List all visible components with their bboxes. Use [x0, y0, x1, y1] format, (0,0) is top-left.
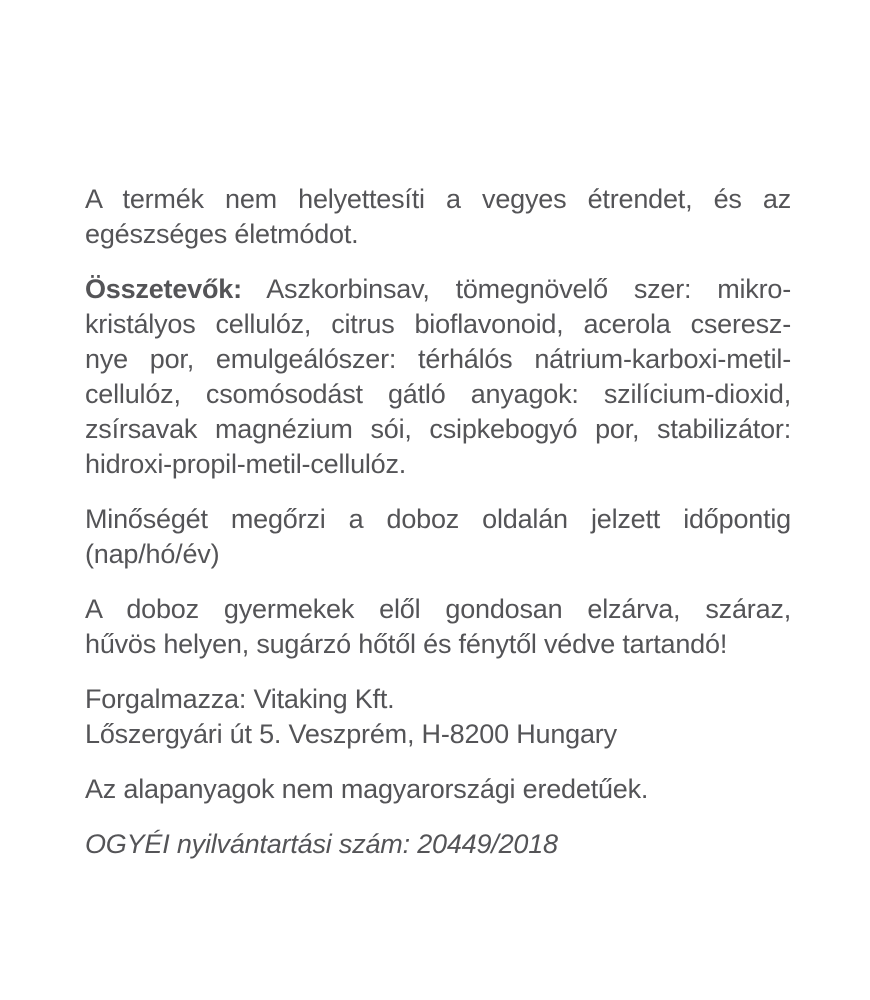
distributor-name-line: Forgalmazza: Vitaking Kft.	[85, 684, 395, 714]
text-line	[85, 272, 791, 307]
paragraph-ingredients	[85, 272, 791, 482]
paragraph-registration-number	[85, 827, 791, 862]
registration-number-line: OGYÉI nyilvántartási szám: 20449/2018	[85, 829, 558, 859]
text-line: zsírsavak magnézium sói, csipkebogyó por, stabilizátor:	[85, 414, 791, 444]
text-line: hűvös helyen, sugárzó hőtől és fénytől védve tartandó!	[85, 629, 728, 659]
text-line: (nap/hó/év)	[85, 539, 220, 569]
paragraph-disclaimer	[85, 182, 791, 252]
paragraph-best-before	[85, 502, 791, 572]
text-line: cellulóz, csomósodást gátló anyagok: szilícium-dioxid,	[85, 379, 791, 409]
text-line: Minőségét megőrzi a doboz oldalán jelzett időpontig	[85, 504, 791, 534]
text-line: kristályos cellulóz, citrus bioflavonoid, acerola cseresz-	[85, 309, 791, 339]
distributor-address-line: Lőszergyári út 5. Veszprém, H-8200 Hungary	[85, 719, 617, 749]
text-line: egészséges életmódot.	[85, 219, 359, 249]
text-line: nye por, emulgeálószer: térhálós nátrium-karboxi-metil-	[85, 344, 791, 374]
paragraph-origin	[85, 772, 791, 807]
label-text-block	[85, 182, 791, 882]
text-line: A termék nem helyettesíti a vegyes étrendet, és az	[85, 184, 791, 214]
text-line: A doboz gyermekek elől gondosan elzárva, száraz,	[85, 594, 791, 624]
text-line: Az alapanyagok nem magyarországi eredetűek.	[85, 774, 649, 804]
paragraph-distributor	[85, 682, 791, 752]
text-line: hidroxi-propil-metil-cellulóz.	[85, 449, 407, 479]
ingredients-heading: Összetevők:	[85, 274, 242, 304]
text-run: Aszkorbinsav, tömegnövelő szer: mikro-	[241, 274, 791, 304]
paragraph-storage-warning	[85, 592, 791, 662]
